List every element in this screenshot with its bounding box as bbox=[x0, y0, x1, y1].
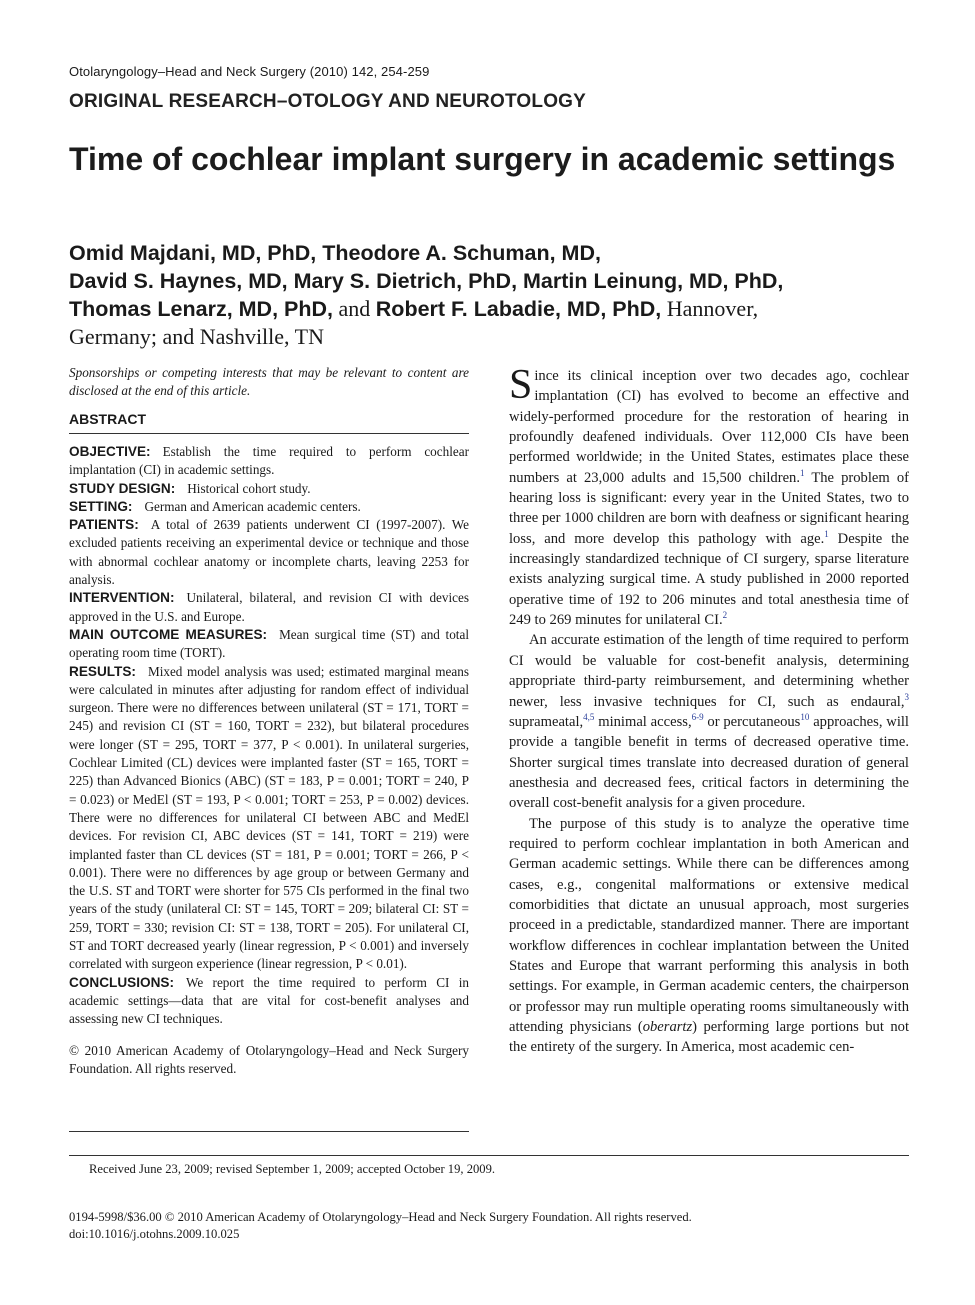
body-text: The problem of hearing loss is significant: every year in the United States, two to three per 1000 children are born with deafness or significant hearing loss, and more develop this pathology with age. bbox=[509, 469, 909, 547]
reference-link[interactable]: 6-9 bbox=[691, 711, 704, 722]
abstract-objective bbox=[69, 443, 469, 480]
authors-location-2: Germany; and Nashville, TN bbox=[69, 324, 324, 349]
abstract-setting bbox=[69, 498, 469, 516]
abstract-patients bbox=[69, 516, 469, 589]
body-text: ince its clinical inception over two decades ago, cochlear implantation (CI) has evolved to become an effective and widely-performed procedure for the restoration of hearing in profoundly deafened individuals. Over 112,000 CIs have been performed worldwide; in the United States, estimates place these numbers at 23,000 adults and 15,500 children. bbox=[509, 368, 909, 486]
body-paragraph-1 bbox=[509, 362, 909, 630]
body-text: suprameatal, bbox=[509, 713, 584, 730]
doi-link[interactable]: doi:10.1016/j.otohns.2009.10.025 bbox=[69, 1227, 240, 1241]
body-text: minimal access, bbox=[594, 713, 692, 730]
abstract-text: Mean surgical time (ST) and total operating room time (TORT). bbox=[69, 626, 469, 661]
abstract-text: German and American academic centers. bbox=[144, 498, 361, 514]
authors-and: and bbox=[333, 296, 376, 321]
abstract-study-design bbox=[69, 480, 469, 498]
body-text: The purpose of this study is to analyze the operative time required to perform cochlear implantation in both American and German academic settings. While there can be differences among cases, e.g., congenital malformations or extensive medical comorbidities that dictate an unusual approach, most surgeries proceed in a predictable, standardized manner. There are important workflow differences in cochlear implantation between the United States and Europe that warrant performing this analysis in both settings. For example, in German academic centers, the chairperson or professor may run multiple operating rooms simultaneously with attending physicians ( bbox=[509, 815, 909, 1035]
reference-link[interactable]: 1 bbox=[800, 467, 805, 478]
body-text: An accurate estimation of the length of time required to perform CI would be valuable for cost-benefit analysis, determining appropriate third-party reimbursement, and determining whether newer, less invasive techniques for CI, such as endaural, bbox=[509, 632, 909, 710]
abstract-bottom-rule bbox=[69, 1131, 469, 1132]
section-heading: ORIGINAL RESEARCH–OTOLOGY AND NEUROTOLOGY bbox=[69, 91, 587, 112]
footer-rule bbox=[69, 1155, 909, 1156]
abstract-label: RESULTS: bbox=[69, 663, 136, 679]
body-text: or percutaneous bbox=[703, 713, 801, 730]
sponsor-note: Sponsorships or competing interests that may be relevant to content are disclosed at the end of this article. bbox=[69, 365, 469, 398]
reference-link[interactable]: 4,5 bbox=[583, 711, 595, 722]
abstract-label: SETTING: bbox=[69, 498, 133, 514]
abstract-text: Establish the time required to perform cochlear implantation (CI) in academic settings. bbox=[69, 444, 469, 478]
body-paragraph-2 bbox=[509, 630, 909, 813]
abstract-text: A total of 2639 patients underwent CI (1997-2007). We excluded patients receiving an experimental device or technique and those with abnormal cochlear anatomy or incomplete charts, leaving 2253 for analysis. bbox=[69, 517, 469, 588]
abstract-text: Historical cohort study. bbox=[187, 480, 311, 496]
drop-cap: S bbox=[509, 362, 533, 408]
reference-link[interactable]: 3 bbox=[904, 691, 909, 702]
journal-citation: Otolaryngology–Head and Neck Surgery (2010) 142, 254-259 bbox=[69, 64, 430, 79]
abstract-main-outcome bbox=[69, 626, 469, 663]
abstract-label: OBJECTIVE: bbox=[69, 444, 151, 459]
abstract-heading: ABSTRACT bbox=[69, 411, 469, 434]
body-text: ) performing large portions but not the entirety of the surgery. In America, most academic cen- bbox=[509, 1019, 909, 1056]
abstract-intervention bbox=[69, 589, 469, 626]
issn-copyright: 0194-5998/$36.00 © 2010 American Academy of Otolaryngology–Head and Neck Surgery Foundation. All rights reserved. bbox=[69, 1210, 692, 1224]
abstract-column bbox=[69, 364, 469, 1078]
abstract-conclusions bbox=[69, 974, 469, 1029]
reference-link[interactable]: 2 bbox=[722, 610, 728, 621]
abstract-text: Mixed model analysis was used; estimated marginal means were calculated in minutes after adjusting for random effect of individual surgeon. There were no differences between unilateral (ST = 171, TORT = 245) and revision CI (ST = 160, TORT = 232), but bilateral procedures were longer (ST = 295, TORT = 377, P < 0.001). In unilateral surgeries, Cochlear Limited (CL) devices were implanted faster (ST = 165, TORT = 225) than Advanced Bionics (ABC) (ST = 183, P = 0.001; TORT = 240, P = 0.023) or MedEl (ST = 193, P < 0.001; TORT = 253, P = 0.002) devices. There were no differences for unilateral CI between ABC and MedEl devices. For revision CI, ABC devices (ST = 141, TORT = 219) were implanted faster than CL devices (ST = 181, P = 0.001; TORT = 266, P < 0.001). There were no differences by age group or between Germany and the U.S. ST and TORT were shorter for 575 CIs performed in the final two years of the study (unilateral CI: ST = 145, TORT = 209; bilateral CI: ST = 259, TORT = 330; revision CI: ST = 138, TORT = 205). For unilateral CI, ST and TORT decreased yearly (linear regression, P < 0.001) and inversely correlated with surgeon experience (linear regression, P < 0.01). bbox=[69, 663, 469, 972]
abstract-copyright: © 2010 American Academy of Otolaryngology–Head and Neck Surgery Foundation. All rights reserved. bbox=[69, 1042, 469, 1076]
abstract-label: CONCLUSIONS: bbox=[69, 974, 174, 990]
authors-line-3b: Robert F. Labadie, MD, PhD, bbox=[375, 297, 662, 321]
abstract-text: Unilateral, bilateral, and revision CI with devices approved in the U.S. and Europe. bbox=[69, 590, 469, 624]
abstract-label: MAIN OUTCOME MEASURES: bbox=[69, 626, 268, 642]
abstract-results bbox=[69, 663, 469, 974]
received-dates: Received June 23, 2009; revised September 1, 2009; accepted October 19, 2009. bbox=[89, 1162, 496, 1176]
authors-line-3a: Thomas Lenarz, MD, PhD, bbox=[69, 297, 334, 321]
italic-term: oberartz bbox=[642, 1019, 693, 1035]
abstract-label: PATIENTS: bbox=[69, 517, 139, 533]
body-text: Despite the increasingly standardized technique of CI surgery, sparse literature exists analyzing surgical time. A study published in 2000 reported operative time of 192 to 206 minutes and total anesthesia time of 249 to 269 minutes for unilateral CI. bbox=[509, 530, 909, 629]
reference-link[interactable]: 10 bbox=[800, 711, 810, 722]
authors-location-1: Hannover, bbox=[661, 296, 759, 321]
abstract-text: We report the time required to perform CI in academic settings—data that are vital for cost-benefit analyses and assessing new CI techniques. bbox=[69, 974, 469, 1027]
body-paragraph-3 bbox=[509, 814, 909, 1058]
abstract-label: INTERVENTION: bbox=[69, 590, 175, 606]
abstract-label: STUDY DESIGN: bbox=[69, 480, 176, 496]
reference-link[interactable]: 1 bbox=[824, 528, 829, 539]
body-column bbox=[509, 362, 909, 1058]
article-title: Time of cochlear implant surgery in academic settings bbox=[69, 141, 896, 177]
body-text: approaches, will provide a tangible benefit in terms of decreased operative time. Shorter surgical times translate into decreased duration of general anesthesia and decreased fees, critical factors in determining the overall cost-benefit analysis for a given procedure. bbox=[509, 713, 909, 812]
authors-line-2: David S. Haynes, MD, Mary S. Dietrich, PhD, Martin Leinung, MD, PhD, bbox=[69, 269, 784, 293]
authors-line-1: Omid Majdani, MD, PhD, Theodore A. Schuman, MD, bbox=[69, 241, 601, 265]
author-list bbox=[69, 239, 909, 351]
